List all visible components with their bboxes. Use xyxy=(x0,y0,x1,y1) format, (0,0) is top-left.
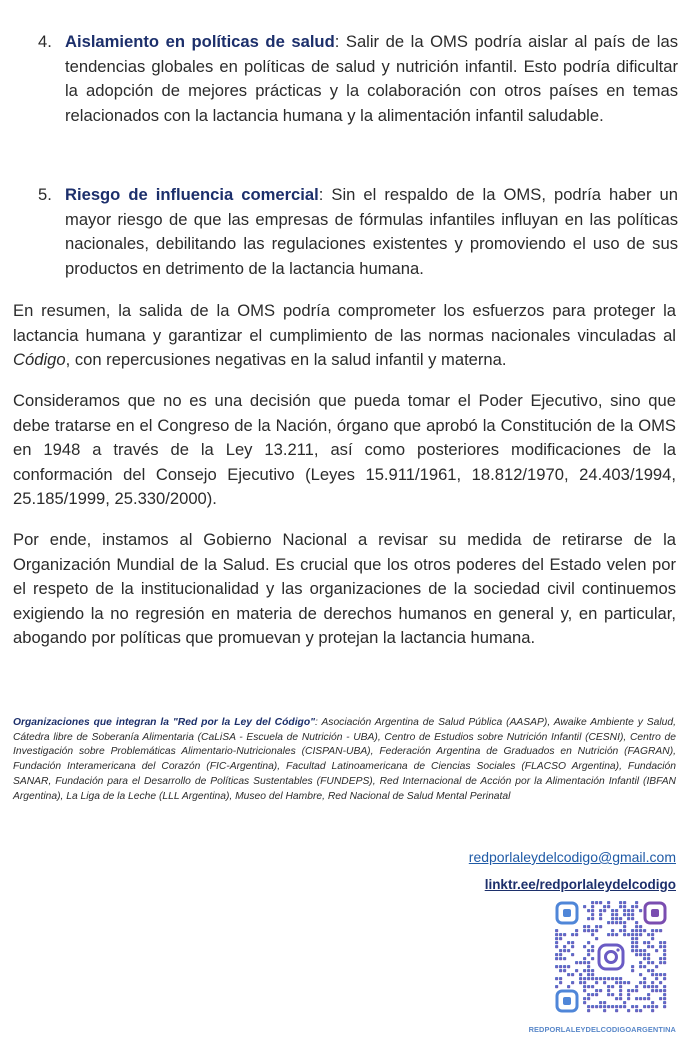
email-link[interactable]: redporlaleydelcodigo@gmail.com xyxy=(468,849,676,865)
instagram-handle: REDPORLALEYDELCODIGOARGENTINA xyxy=(528,1025,676,1034)
summary-paragraph xyxy=(13,299,676,373)
organizations-text: : Asociación Argentina de Salud Pública (AASAP), Awaike Ambiente y Salud, Cátedra libre de Soberanía Alimentaria (CaLiSA - Escuela de Nutrición - UBA), Centro de Estudios sobre Nutrición Infantil (CESNI), Centro de Investigación sobre Problemáticas Alimentario-Nutricionales (CISPAN-UBA), Federación Argentina de Graduados en Nutrición (FAGRAN), Fundación Interamericana del Corazón (FIC-Argentina), Facultad Latinoamericana de Ciencias Sociales (FLACSO Argentina), Fundación SANAR, Fundación para el Desarrollo de Políticas Sustentables (FUNDEPS), Red Internacional de Acción por la Alimentación Infantil (IBFAN Argentina), La Liga de la Leche (LLL Argentina), Museo del Hambre, Red Nacional de Salud Mental Perinatal xyxy=(13,717,676,802)
instagram-qr-code[interactable] xyxy=(555,901,667,1013)
list-item-5 xyxy=(38,183,678,281)
urge-paragraph: Por ende, instamos al Gobierno Nacional a revisar su medida de retirarse de la Organización Mundial de la Salud. Es crucial que los otros poderes del Estado velen por el respeto de la institucionalidad y las organizaciones de la sociedad civil continuemos exigiendo la no regresión en materia de derechos humanos en general y, en particular, abogando por políticas que promuevan y protejan la lactancia humana. xyxy=(13,530,676,647)
item-title: Aislamiento en políticas de salud xyxy=(65,32,335,51)
organizations-lead: Organizaciones que integran la "Red por la Ley del Código" xyxy=(13,717,316,728)
summary-text-1: En resumen, la salida de la OMS podría comprometer los esfuerzos para proteger la lactancia humana y garantizar el cumplimiento de las normas nacionales vinculadas al xyxy=(13,301,676,345)
list-number: 4. xyxy=(38,32,52,51)
codigo-italic: Código xyxy=(13,350,66,369)
item-title: Riesgo de influencia comercial xyxy=(65,185,319,204)
item-text: : Salir de la OMS podría aislar al país de las tendencias globales en políticas de salud y nutrición infantil. Esto podría dificultar la adopción de mejores prácticas y la colaboración con otros países en temas relacionados con la lactancia humana y la alimentación infantil saludable. xyxy=(65,32,678,125)
list-item-4 xyxy=(38,30,678,128)
list-number: 5. xyxy=(38,185,52,204)
item-text: : Sin el respaldo de la OMS, podría haber un mayor riesgo de que las empresas de fórmulas infantiles influyan en las políticas nacionales, debilitando las regulaciones existentes y promoviendo el uso de sus productos en detrimento de la lactancia humana. xyxy=(65,185,678,278)
organizations-list xyxy=(13,716,676,804)
linktree-link[interactable]: linktr.ee/redporlaleydelcodigo xyxy=(484,877,676,892)
congress-paragraph: Consideramos que no es una decisión que pueda tomar el Poder Ejecutivo, sino que debe tratarse en el Congreso de la Nación, órgano que aprobó la Constitución de la OMS en 1948 a través de la Ley 13.211, así como posteriores modificaciones de la conformación del Consejo Ejecutivo (Leyes 15.911/1961, 18.812/1970, 24.403/1994, 25.185/1999, 25.330/2000). xyxy=(13,391,676,508)
summary-text-2: , con repercusiones negativas en la salud infantil y materna. xyxy=(65,350,507,369)
